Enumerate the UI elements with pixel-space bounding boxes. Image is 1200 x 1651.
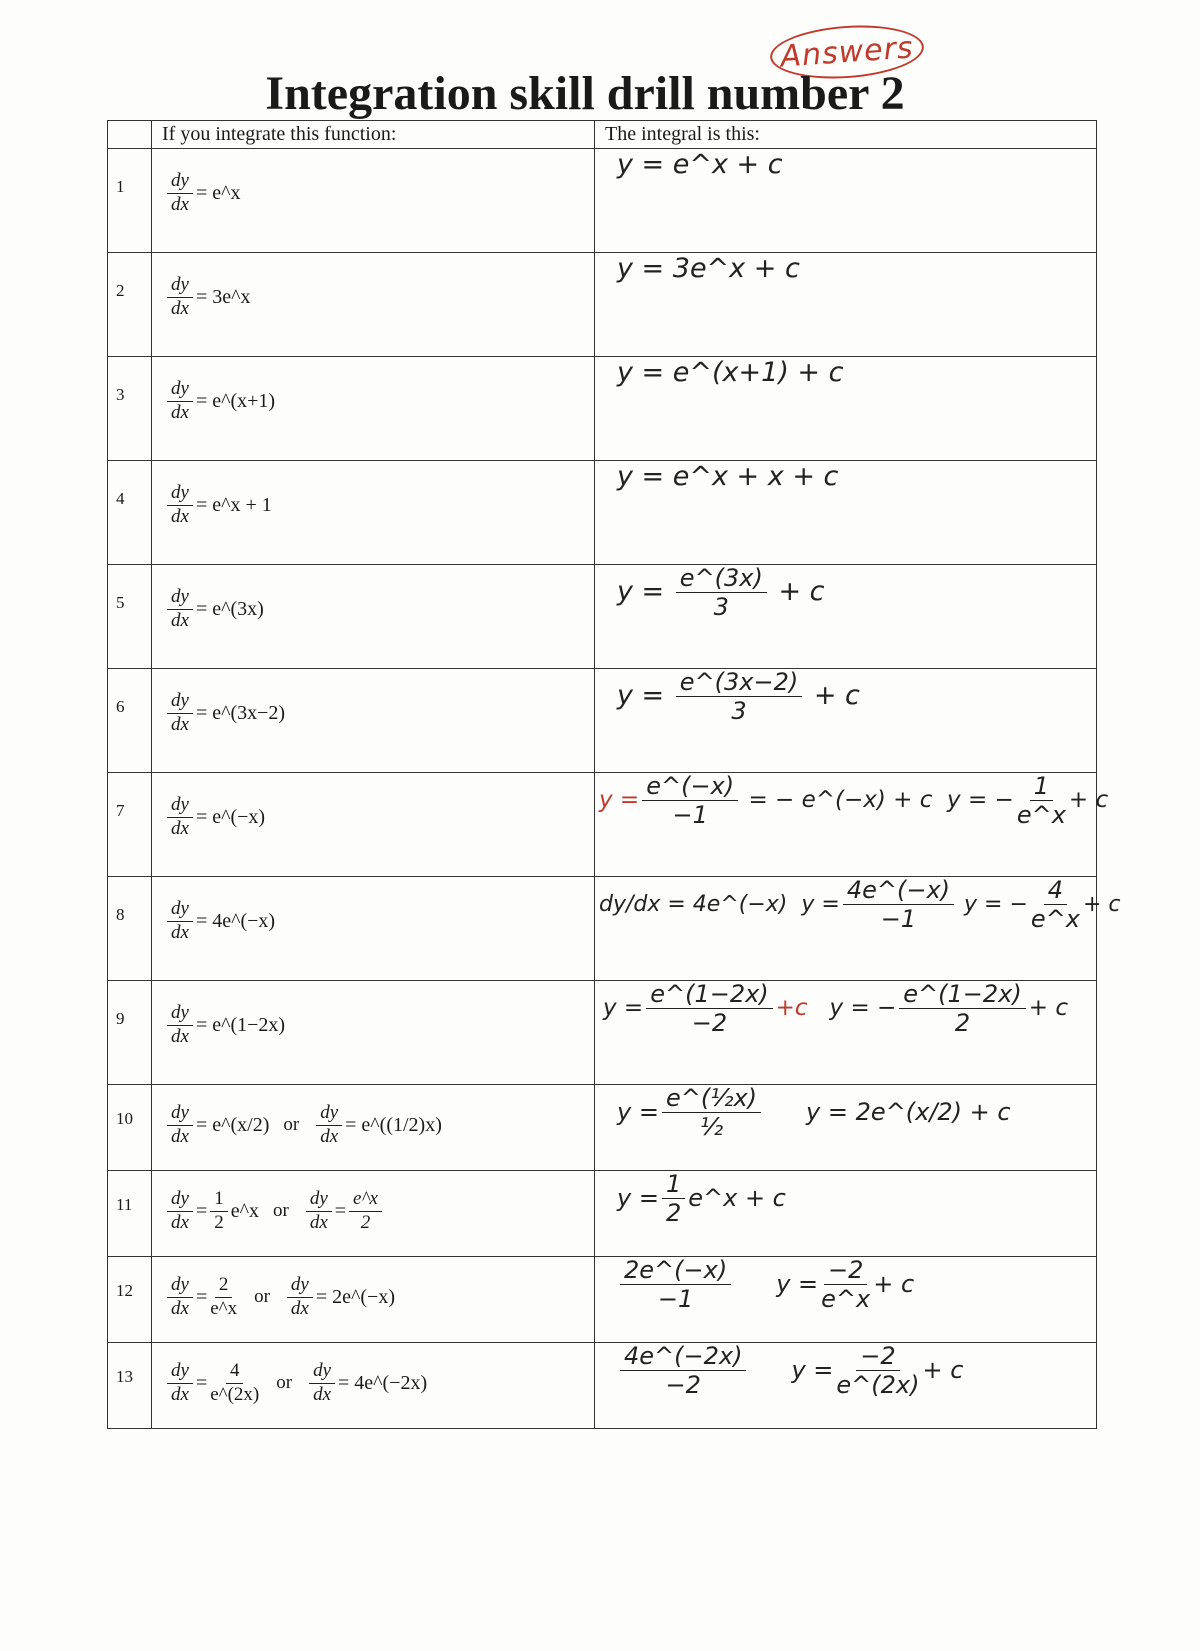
function-cell [152,253,595,357]
dydx-fraction: $\frac{dy}{dx}$ [167,483,193,528]
handwritten-answer: y = e^(½x) ½ y = 2e^(x/2) + c [617,1084,1011,1142]
table-row [108,357,1097,461]
row-number: 5 [108,565,152,669]
function-expr: = e^(x+1) [195,389,276,412]
table-header-row [108,121,1097,149]
handwritten-answer: dy/dx = 4e^(−x) y = $\frac{4e\^{}(-x)}{-1}$ y = − $\frac{4}{e\^{}x}$ + c [599,876,1121,934]
function-cell [152,1085,595,1171]
dydx-fraction: $\frac{dy}{dx}$ [316,1103,342,1148]
row-number: 13 [108,1343,152,1429]
or-label: or [254,1286,270,1308]
integral-cell [595,669,1097,773]
function-expr: = e^(3x) [195,597,264,620]
table-row [108,773,1097,877]
function-fraction: $\frac{e\^{}x}{2}$ [349,1189,382,1234]
function-expr: = e^x [195,181,241,204]
integral-cell [595,1343,1097,1429]
table-row [108,1171,1097,1257]
function-cell [152,877,595,981]
handwritten-answer: y = e^x + x + c [617,461,839,492]
table-row [108,253,1097,357]
num-header [108,121,152,149]
or-label: or [276,1372,293,1394]
handwritten-answer: y = $\frac{e\^{}(3x)}{3}$ + c [617,564,825,622]
row-number: 10 [108,1085,152,1171]
dydx-fraction: $\frac{dy}{dx}$ [167,587,193,632]
integral-header: The integral is this: [595,121,1097,149]
handwritten-answer: y = $\frac{e\^{}(-x)}{-1}$ = − e^(−x) + c y = − $\frac{1}{e\^{}x}$ + c [599,772,1109,830]
dydx-fraction: $\frac{dy}{dx}$ [167,1003,193,1048]
function-cell [152,149,595,253]
handwritten-answer: y = $\frac{e\^{}(3x-2)}{3}$ + c [617,668,860,726]
function-cell [152,357,595,461]
handwritten-answer: y = $\frac{1}{2}$ e^x + c [617,1170,786,1228]
page-title: Integration skill drill number 2 [265,67,905,120]
function-header: If you integrate this function: [152,121,595,149]
function-fraction: $\frac{2}{e\^{}x}$ [210,1274,238,1319]
row-number: 8 [108,877,152,981]
table-row [108,1343,1097,1429]
dydx-fraction: $\frac{dy}{dx}$ [287,1275,313,1320]
dydx-fraction: $\frac{dy}{dx}$ [167,795,193,840]
integral-cell [595,772,1109,877]
function-expr: = 3e^x [195,285,251,308]
function-fraction: $\frac{4}{e\^{}(2x)}$ [210,1360,260,1405]
dydx-fraction: $\frac{dy}{dx}$ [309,1361,335,1406]
table-row [108,877,1097,981]
function-expr: = 2e^(−x) [315,1285,395,1308]
dydx-fraction: $\frac{dy}{dx}$ [167,899,193,944]
row-number: 9 [108,981,152,1085]
function-expr: = e^(3x−2) [195,701,286,724]
function-expr: = 4e^(−2x) [338,1371,428,1394]
dydx-fraction: $\frac{dy}{dx}$ [167,1103,193,1148]
row-number: 1 [108,149,152,253]
integral-cell [595,876,1121,981]
row-number: 11 [108,1171,152,1257]
integral-cell [595,461,1097,565]
table-row [108,1085,1097,1171]
dydx-fraction: $\frac{dy}{dx}$ [306,1189,332,1234]
dydx-fraction: $\frac{dy}{dx}$ [167,171,193,216]
integral-cell [595,357,1097,461]
function-cell [152,773,595,877]
function-cell [152,565,595,669]
function-cell: $\frac{dy}{dx}$ = $\frac{1}{2}$ e^x or $\frac{dy}{dx}$ = $\frac{e\^{}x}{2}$ [152,1171,595,1257]
function-expr: = e^((1/2)x) [345,1113,442,1136]
dydx-fraction: $\frac{dy}{dx}$ [167,1361,193,1406]
dydx-fraction: $\frac{dy}{dx}$ [167,1189,193,1234]
table-row [108,461,1097,565]
table-row [108,565,1097,669]
handwritten-answer: y = e^(x+1) + c [617,357,844,388]
row-number: 4 [108,461,152,565]
integral-cell [595,1257,1097,1343]
function-expr: = e^(−x) [195,805,266,828]
integral-cell [595,253,1097,357]
drill-table [107,120,1121,1429]
function-cell [152,981,595,1085]
function-expr: = e^(x/2) [195,1113,270,1136]
function-expr: e^x [230,1199,259,1222]
function-cell [152,461,595,565]
row-number: 6 [108,669,152,773]
function-cell: $\frac{dy}{dx}$ = $\frac{2}{e\^{}x}$ or $\frac{dy}{dx}$ = 2e^(−x) [152,1257,595,1343]
integral-cell [595,1171,1097,1257]
dydx-fraction: $\frac{dy}{dx}$ [167,379,193,424]
handwritten-answer: y = 3e^x + c [617,253,800,284]
answers-stamp: Answers [768,21,925,84]
handwritten-answer: y = e^x + c [617,149,783,180]
integral-cell [595,149,1097,253]
integral-cell [595,565,1097,669]
integral-cell [595,1085,1097,1171]
function-expr: = e^x + 1 [195,493,272,516]
table-row [108,149,1097,253]
dydx-fraction: $\frac{dy}{dx}$ [167,1275,193,1320]
dydx-fraction: $\frac{dy}{dx}$ [167,691,193,736]
handwritten-answer: $\frac{4e\^{}(-2x)}{-2}$ y = $\frac{-2}{e\^{}(2x)}$ + c [617,1356,963,1384]
row-number: 7 [108,773,152,877]
function-expr: = e^(1−2x) [195,1013,286,1036]
coefficient-fraction: $\frac{1}{2}$ [210,1189,228,1234]
function-cell: $\frac{dy}{dx}$ = $\frac{4}{e\^{}(2x)}$ or $\frac{dy}{dx}$ = 4e^(−2x) [152,1343,595,1429]
row-number: 12 [108,1257,152,1343]
or-label: or [283,1114,300,1136]
table-row [108,669,1097,773]
function-expr: = 4e^(−x) [195,909,276,932]
row-number: 3 [108,357,152,461]
table-row [108,1257,1097,1343]
integral-cell [595,981,1097,1085]
dydx-fraction: $\frac{dy}{dx}$ [167,275,193,320]
table-row [108,981,1097,1085]
handwritten-answer: $\frac{2e\^{}(-x)}{-1}$ y = $\frac{-2}{e\^{}x}$ + c [617,1270,914,1298]
or-label: or [272,1200,289,1222]
row-number: 2 [108,253,152,357]
handwritten-answer: y = $\frac{e\^{}(1-2x)}{-2}$ +c y = − $\frac{e\^{}(1-2x)}{2}$ + c [603,980,1068,1038]
function-cell [152,669,595,773]
